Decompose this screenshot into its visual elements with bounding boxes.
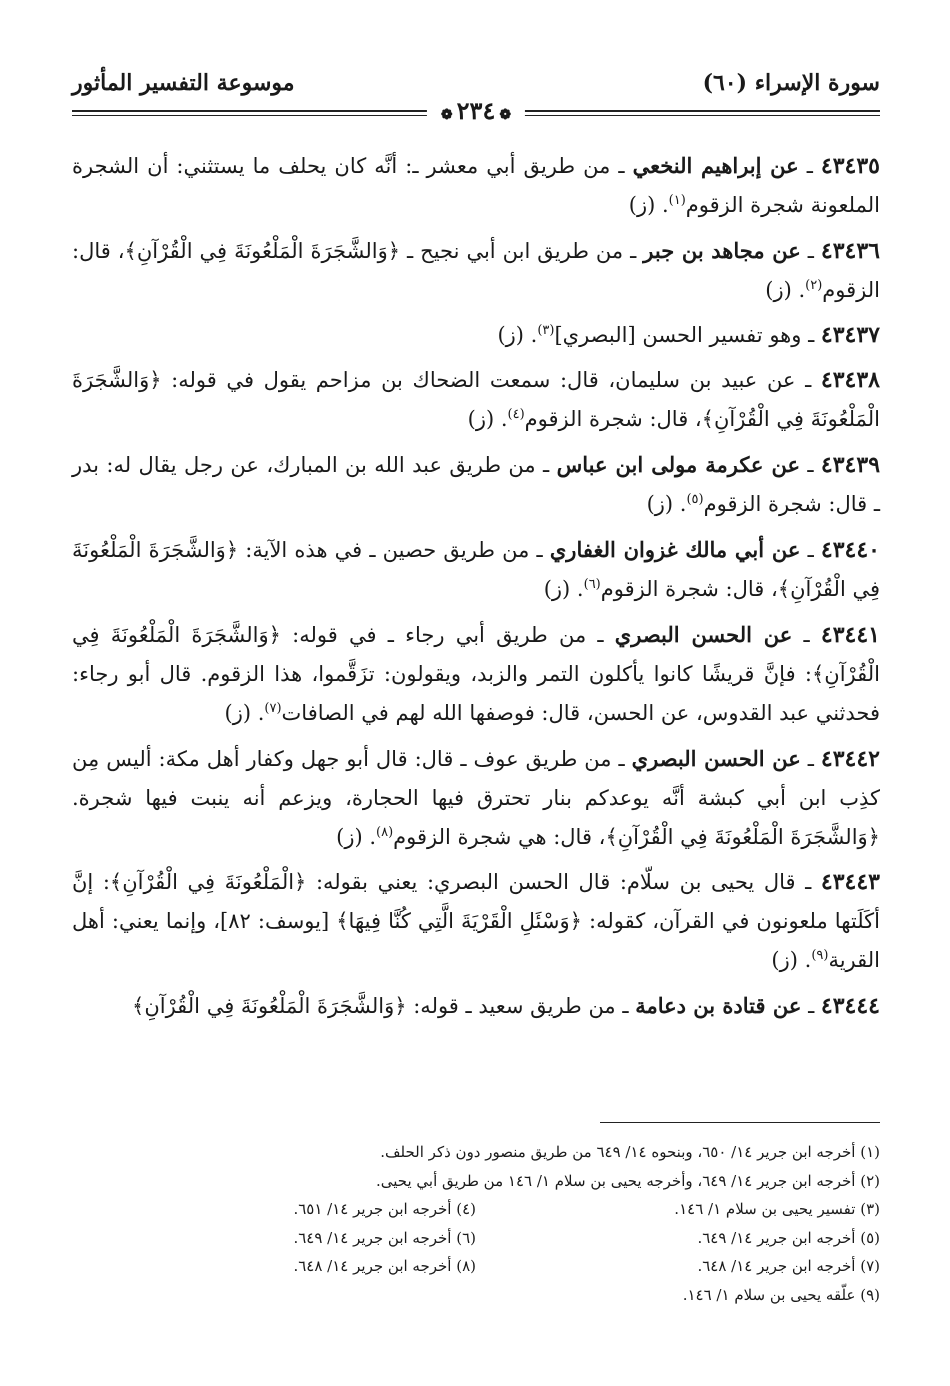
footnote: (٩) علّقه يحيى بن سلام ١/ ١٤٦.: [682, 1285, 880, 1304]
footnote-row: [72, 1224, 880, 1253]
narration-tail: . (ز): [765, 278, 806, 302]
narration-number: ٤٣٤٣٧: [820, 322, 880, 348]
narration-text: ـ من طريق سعيد ـ قوله: ﴿وَالشَّجَرَةَ الْمَلْعُونَةَ فِي الْقُرْآنِ﴾: [132, 994, 636, 1018]
narration-entry: ٤٣٤٤٣ ـ قال يحيى بن سلّام: قال الحسن البصري: يعني بقوله: ﴿الْمَلْعُونَةَ فِي الْقُرْآنِ﴾: إنَّ أكَلَتها ملعونون في القرآن، كقوله: ﴿وَسْئَلِ الْقَرْيَةَ الَّتِي كُنَّا فِيهَا﴾ [يوسف: ٨٢]، وإنما يعني: أهل القرية$^{(٩)}$. (ز): [72, 869, 880, 972]
footnote: (٣) تفسير يحيى بن سلام ١/ ١٤٦.: [674, 1200, 880, 1218]
narrator-name: عن أبي مالك غزوان الغفاري: [549, 537, 801, 562]
narration-text: ـ من طريق عوف ـ قال: قال أبو جهل وكفار أهل مكة: أليس مِن كذِب ابن أبي كبشة أنَّه يوعدكم بنار تحترق فيها الحجارة، ويزعم أنه ينبت فيها شجرة. ﴿وَالشَّجَرَةَ الْمَلْعُونَةَ فِي الْقُرْآنِ﴾، قال: هي شجرة الزقوم: [72, 747, 880, 849]
narration-number: ٤٣٤٤٠: [820, 537, 880, 563]
narration-entry: ٤٣٤٤٢ ـ عن الحسن البصري ـ من طريق عوف ـ قال: قال أبو جهل وكفار أهل مكة: أليس مِن كذِب ابن أبي كبشة أنَّه يوعدكم بنار تحترق فيها الحجارة، ويزعم أنه ينبت فيها شجرة. ﴿وَالشَّجَرَةَ الْمَلْعُونَةَ فِي الْقُرْآنِ﴾، قال: هي شجرة الزقوم$^{(٨)}$. (ز): [72, 746, 880, 849]
footnote-row: [72, 1195, 880, 1224]
footnote-separator: [600, 1122, 880, 1123]
footnote: (٤) أخرجه ابن جرير ١٤/ ٦٥١.: [293, 1200, 476, 1218]
narration-number: ٤٣٤٤٤: [820, 993, 880, 1019]
footnote-ref[interactable]: (٢): [805, 278, 823, 293]
narration-number: ٤٣٤٤٢: [820, 746, 880, 772]
footnote-ref[interactable]: (٥): [686, 492, 704, 507]
narration-entry: ٤٣٤٣٧ ـ وهو تفسير الحسن [البصري]$^{(٣)}$. (ز): [497, 322, 880, 348]
footnote: (٥) أخرجه ابن جرير ١٤/ ٦٤٩.: [697, 1228, 880, 1247]
narration-text: وهو تفسير الحسن [البصري]: [554, 323, 802, 347]
narration-tail: . (ز): [771, 948, 812, 972]
narration-tail: . (ز): [467, 407, 508, 431]
footnote-ref[interactable]: (٦): [583, 577, 601, 592]
narration-text: ـ من طريق حصين ـ في هذه الآية: ﴿وَالشَّجَرَةَ الْمَلْعُونَةَ فِي الْقُرْآنِ﴾، قال: شجرة الزقوم: [72, 538, 880, 601]
narrator-name: عن قتادة بن دعامة: [635, 993, 802, 1018]
narration-number: ٤٣٤٣٨: [820, 367, 880, 393]
narration-number: ٤٣٤٣٥: [820, 153, 880, 179]
page-number-text: ٢٣٤: [456, 96, 496, 125]
narration-number: ٤٣٤٣٩: [820, 452, 881, 478]
narration-tail: . (ز): [628, 193, 669, 217]
footnote: (٦) أخرجه ابن جرير ١٤/ ٦٤٩.: [293, 1228, 476, 1247]
narration-tail: . (ز): [336, 825, 377, 849]
narration-number: ٤٣٤٣٦: [820, 238, 880, 264]
footnote: (٨) أخرجه ابن جرير ١٤/ ٦٤٨.: [293, 1257, 476, 1275]
footnote-ref[interactable]: (٨): [376, 825, 394, 840]
narration-number: ٤٣٤٤٣: [820, 869, 880, 895]
narration-entry: ٤٣٤٣٨ ـ عن عبيد بن سليمان، قال: سمعت الضحاك بن مزاحم يقول في قوله: ﴿وَالشَّجَرَةَ الْمَلْعُونَةَ فِي الْقُرْآنِ﴾، قال: شجرة الزقوم$^{(٤)}$. (ز): [72, 367, 880, 431]
footnote-ref[interactable]: (٩): [811, 948, 829, 963]
narration-entry: ٤٣٤٣٥ ـ عن إبراهيم النخعي ـ من طريق أبي معشر ـ: أنَّه كان يحلف ما يستثني: أن الشجرة الملعونة شجرة الزقوم$^{(١)}$. (ز): [72, 153, 880, 217]
surah-heading: سورة الإسراء (٦٠): [702, 70, 880, 96]
narrator-name: عن مجاهد بن جبر: [643, 238, 801, 263]
narration-text: ـ من طريق عبد الله بن المبارك، عن رجل يقال له: بدر ـ قال: شجرة الزقوم: [72, 453, 880, 516]
ornament-icon: ❁: [499, 107, 512, 123]
narration-text: ـ من طريق أبي رجاء ـ في قوله: ﴿وَالشَّجَرَةَ الْمَلْعُونَةَ فِي الْقُرْآنِ﴾: فإنَّ قريشًا كانوا يأكلون التمر والزبد، ويقولون: تزَقَّموا، هذا الزقوم. قال أبو رجاء: فحدثني عبد القدوس، عن الحسن، قال: فوصفها الله لهم في الصافات: [72, 623, 880, 725]
narration-tail: . (ز): [543, 577, 584, 601]
narration-entry: ٤٣٤٣٩ ـ عن عكرمة مولى ابن عباس ـ من طريق عبد الله بن المبارك، عن رجل يقال له: بدر ـ قال: شجرة الزقوم$^{(٥)}$. (ز): [72, 452, 881, 516]
footnote-ref[interactable]: (١): [668, 193, 686, 208]
book-title: موسوعة التفسير المأثور: [72, 70, 295, 96]
narration-tail: . (ز): [224, 701, 265, 725]
ornament-icon: ❁: [440, 107, 453, 123]
page-body: [72, 146, 880, 1032]
narration-text: ـ من طريق ابن أبي نجيح ـ ﴿وَالشَّجَرَةَ الْمَلْعُونَةَ فِي الْقُرْآنِ﴾، قال: الزقوم: [72, 239, 880, 302]
footnote-row: [72, 1252, 880, 1281]
narration-entry: ٤٣٤٤٤ ـ عن قتادة بن دعامة ـ من طريق سعيد ـ قوله: ﴿وَالشَّجَرَةَ الْمَلْعُونَةَ فِي الْقُرْآنِ﴾: [132, 993, 880, 1019]
narration-entry: ٤٣٤٣٦ ـ عن مجاهد بن جبر ـ من طريق ابن أبي نجيح ـ ﴿وَالشَّجَرَةَ الْمَلْعُونَةَ فِي الْقُرْآنِ﴾، قال: الزقوم$^{(٢)}$. (ز): [72, 238, 880, 302]
footnote: (٢) أخرجه ابن جرير ١٤/ ٦٤٩، وأخرجه يحيى بن سلام ١/ ١٤٦ من طريق أبي يحيى.: [375, 1171, 880, 1190]
narrator-name: عن عكرمة مولى ابن عباس: [556, 452, 800, 477]
footnote: (٧) أخرجه ابن جرير ١٤/ ٦٤٨.: [697, 1257, 880, 1275]
footnote: (١) أخرجه ابن جرير ١٤/ ٦٥٠، وبنحوه ١٤/ ٦٤٩ من طريق منصور دون ذكر الحلف.: [380, 1143, 880, 1161]
page-header: [72, 70, 880, 126]
narration-entry: ٤٣٤٤١ ـ عن الحسن البصري ـ من طريق أبي رجاء ـ في قوله: ﴿وَالشَّجَرَةَ الْمَلْعُونَةَ فِي الْقُرْآنِ﴾: فإنَّ قريشًا كانوا يأكلون التمر والزبد، ويقولون: تزَقَّموا، هذا الزقوم. قال أبو رجاء: فحدثني عبد القدوس، عن الحسن، قال: فوصفها الله لهم في الصافات$^{(٧)}$. (ز): [72, 622, 880, 725]
narrator-name: عن الحسن البصري: [614, 622, 793, 647]
narration-text: قال يحيى بن سلّام: قال الحسن البصري: يعني بقوله: ﴿الْمَلْعُونَةَ فِي الْقُرْآنِ﴾: إنَّ أكَلَتها ملعونون في القرآن، كقوله: ﴿وَسْئَلِ الْقَرْيَةَ الَّتِي كُنَّا فِيهَا﴾ [يوسف: ٨٢]، وإنما يعني: أهل القرية: [72, 870, 880, 972]
footnote-ref[interactable]: (٣): [537, 323, 555, 338]
narrator-name: عن إبراهيم النخعي: [632, 153, 799, 178]
footnote-ref[interactable]: (٤): [507, 407, 525, 422]
narration-tail: . (ز): [646, 492, 687, 516]
narrator-name: عن الحسن البصري: [631, 746, 801, 771]
footnote-ref[interactable]: (٧): [264, 701, 282, 716]
narration-number: ٤٣٤٤١: [820, 622, 880, 648]
page-number: [427, 96, 525, 125]
footnotes: [72, 1138, 880, 1309]
narration-entry: ٤٣٤٤٠ ـ عن أبي مالك غزوان الغفاري ـ من طريق حصين ـ في هذه الآية: ﴿وَالشَّجَرَةَ الْمَلْعُونَةَ فِي الْقُرْآنِ﴾، قال: شجرة الزقوم$^{(٦)}$. (ز): [72, 537, 880, 601]
narration-tail: . (ز): [497, 323, 538, 347]
narration-text: ـ من طريق أبي معشر ـ: أنَّه كان يحلف ما يستثني: أن الشجرة الملعونة شجرة الزقوم: [72, 154, 880, 217]
narration-text: عن عبيد بن سليمان، قال: سمعت الضحاك بن مزاحم يقول في قوله: ﴿وَالشَّجَرَةَ الْمَلْعُونَةَ فِي الْقُرْآنِ﴾، قال: شجرة الزقوم: [72, 368, 880, 431]
